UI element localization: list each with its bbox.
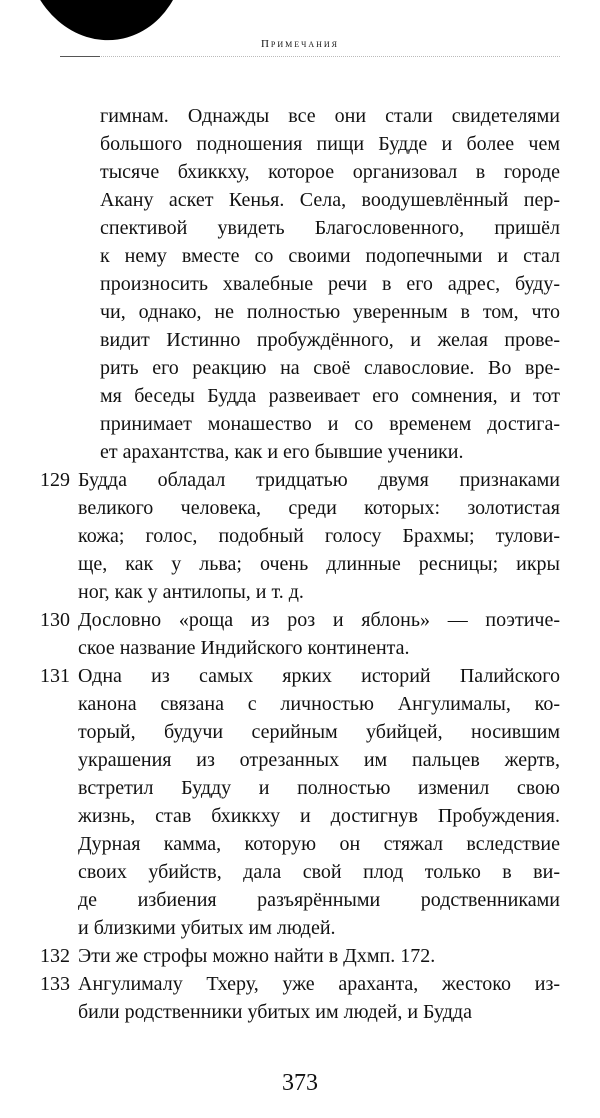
page-number: 373 xyxy=(282,1070,318,1096)
text-line: Дурная камма, которую он стяжал вследствие xyxy=(78,833,560,855)
text-line: украшения из отрезанных им пальцев жертв, xyxy=(78,749,560,771)
text-line: спективой увидеть Благословенного, пришёл xyxy=(100,217,560,239)
text-line: тысяче бхиккху, которое организовал в городе xyxy=(100,161,560,183)
text-line: Одна из самых ярких историй Палийского xyxy=(78,665,560,687)
text-line: Акану аскет Кенья. Села, воодушевлённый пер- xyxy=(100,189,560,211)
text-line: били родственники убитых им людей, и Будда xyxy=(78,1001,472,1023)
note-number: 130 xyxy=(40,609,70,631)
text-line: своих убийств, дала свой плод только в ви- xyxy=(78,861,560,883)
text-line: встретил Будду и полностью изменил свою xyxy=(78,777,560,799)
text-line: видит Истинно пробуждённого, и желая прове- xyxy=(100,329,560,351)
text-line: де избиения разъярёнными родственниками xyxy=(78,889,560,911)
text-line: Эти же строфы можно найти в Дхмп. 172. xyxy=(78,945,436,967)
text-line: большого подношения пищи Будде и более чем xyxy=(100,133,560,155)
note-number: 131 xyxy=(40,665,70,687)
text-line: ног, как у антилопы, и т. д. xyxy=(78,581,304,603)
header-rule xyxy=(60,56,560,57)
note-number: 133 xyxy=(40,973,70,995)
text-line: кожа; голос, подобный голосу Брахмы; тулови- xyxy=(78,525,560,547)
text-line: чи, однако, не полностью уверенным в том, что xyxy=(100,301,560,323)
running-header: Примечания xyxy=(260,38,340,50)
note-number: 132 xyxy=(40,945,70,967)
text-line: ще, как у льва; очень длинные ресницы; икры xyxy=(78,553,560,575)
text-line: рить его реакцию на своё славословие. Во вре- xyxy=(100,357,560,379)
note-number: 129 xyxy=(40,469,70,491)
text-line: торый, будучи серийным убийцей, носившим xyxy=(78,721,560,743)
text-line: канона связана с личностью Ангулималы, ко- xyxy=(78,693,560,715)
text-line: ет арахантства, как и его бывшие ученики. xyxy=(100,441,464,463)
text-line: к нему вместе со своими подопечными и стал xyxy=(100,245,560,267)
text-line: гимнам. Однажды все они стали свидетелями xyxy=(100,105,560,127)
text-line: Ангулималу Тхеру, уже араханта, жестоко из- xyxy=(78,973,560,995)
text-line: и близкими убитых им людей. xyxy=(78,917,336,939)
text-line: принимает монашество и со временем достига- xyxy=(100,413,560,435)
text-line: Будда обладал тридцатью двумя признаками xyxy=(78,469,560,491)
text-line: произносить хвалебные речи в его адрес, буду- xyxy=(100,273,560,295)
text-line: Дословно «роща из роз и яблонь» — поэтиче- xyxy=(78,609,560,631)
text-line: великого человека, среди которых: золотистая xyxy=(78,497,560,519)
text-line: мя беседы Будда развеивает его сомнения, и тот xyxy=(100,385,560,407)
text-line: жизнь, став бхиккху и достигнув Пробуждения. xyxy=(78,805,560,827)
text-line: ское название Индийского континента. xyxy=(78,637,410,659)
